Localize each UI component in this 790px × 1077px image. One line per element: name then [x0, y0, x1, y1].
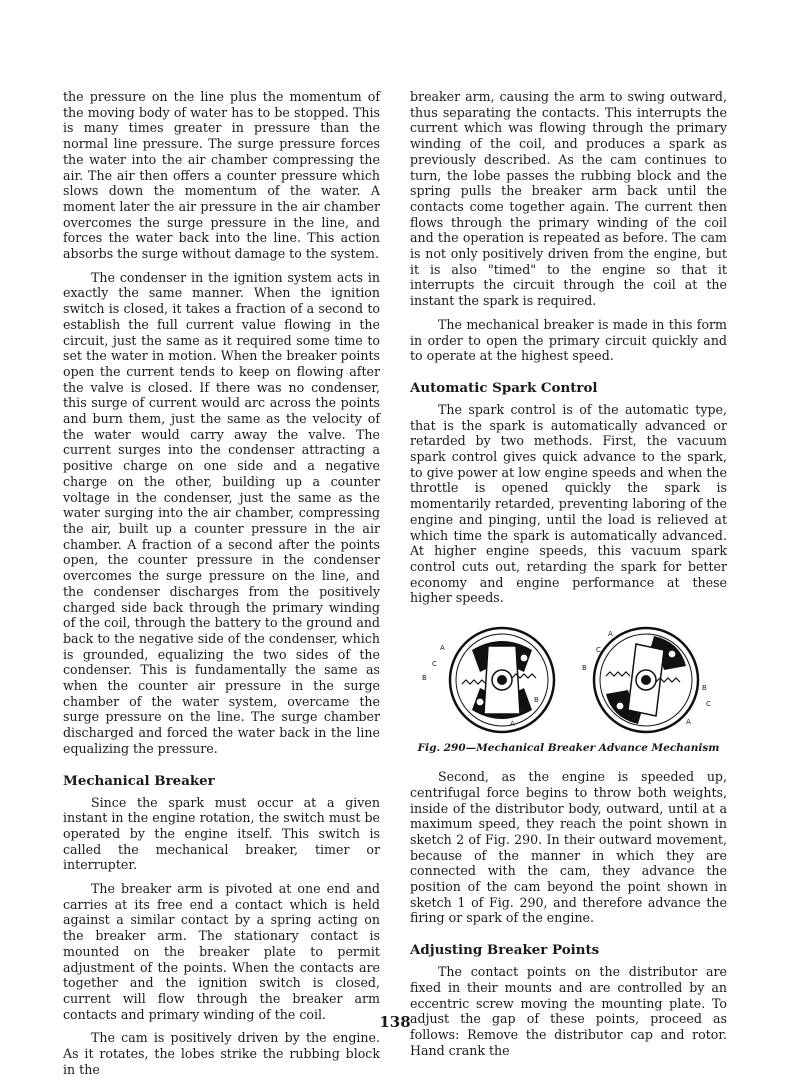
section-heading-mechanical-breaker: Mechanical Breaker [63, 772, 215, 789]
figure-label: C [706, 700, 711, 709]
paragraph: The contact points on the distributor are fixed in their mounts and are controlled by an eccentric screw moving the mounting plate. To adjust the gap of these points, proceed as follows: Remove the distributor cap and rotor. Hand crank the [410, 964, 727, 1058]
paragraph: The spark control is of the automatic type, that is the spark is automatically advanced or retarded by two methods. First, the vacuum spark control gives quick advance to the spark, to give power at low engine speeds and when the throttle is opened quickly the spark is momentarily retarded, preventing laboring of the engine and pinging, until the load is relieved at which time the spark is automatically advanced. At higher engine speeds, this vacuum spark control cuts out, retarding the spark for better economy and engine performance at these higher speeds. [410, 401, 727, 606]
paragraph: The cam is positively driven by the engine. As it rotates, the lobes strike the rubbing block in the [63, 1030, 380, 1077]
paragraph: The breaker arm is pivoted at one end and carries at its free end a contact which is held against a similar contact by a spring acting on the breaker arm. The stationary contact is mounted on the breaker plate to permit adjustment of the points. When the contacts are together and the ignition switch is closed, current will flow through the breaker arm contacts and primary winding of the coil. [63, 881, 380, 1022]
figure-label: B [422, 674, 427, 683]
paragraph: the pressure on the line plus the momentum of the moving body of water has to be stopped. This is many times greater in pressure than the normal line pressure. The surge pressure forces the water into the air chamber compressing the air. The air then offers a counter pressure which slows down the momentum of the water. A moment later the air pressure in the air chamber overcomes the surge pressure in the line, and forces the water back into the line. This action absorbs the surge without damage to the system. [63, 89, 380, 262]
page-number: 138 [379, 1013, 411, 1031]
figure-label: B [534, 696, 539, 705]
paragraph: The mechanical breaker is made in this form in order to open the primary circuit quickly and to operate at the highest speed. [410, 316, 727, 364]
figure-breaker-advance-mechanism [410, 624, 727, 736]
sketch-1 [450, 628, 554, 732]
paragraph: The condenser in the ignition system acts in exactly the same manner. When the ignition switch is closed, it takes a fraction of a second to establish the full current value flowing in the circuit, just the same as it required some time to set the water in motion. When the breaker points open the current tends to keep on flowing after the valve is closed. If there was no condenser, this surge of current would arc across the points and burn them, just the same as the velocity of the water would carry away the valve. The current surges into the condenser attracting a positive charge on one side and a negative charge on the other, building up a counter voltage in the condenser, just the same as the water surging into the air chamber, compressing the air, built up a counter pressure in the air chamber. A fraction of a second after the points open, the counter pressure in the condenser overcomes the surge pressure on the line, and the condenser discharges from the positively charged side back through the primary winding of the coil, through the battery to the ground and back to the negative side of the condenser, which is grounded, equalizing the two sides of the condenser. This is fundamentally the same as when the counter air pressure in the surge chamber of the water system, overcame the surge pressure on the line. The surge chamber discharged and forced the water back in the line equalizing the pressure. [63, 269, 380, 756]
sketch-2 [594, 628, 698, 732]
section-heading-adjusting-breaker-points: Adjusting Breaker Points [410, 942, 600, 959]
paragraph: Since the spark must occur at a given instant in the engine rotation, the switch must be operated by the engine itself. This switch is called the mechanical breaker, timer or interrupter. [63, 794, 380, 873]
section-heading-automatic-spark-control: Automatic Spark Control [410, 379, 598, 396]
figure-caption: Fig. 290—Mechanical Breaker Advance Mechanism [417, 742, 720, 755]
figure-label: C [432, 660, 437, 669]
right-column [410, 89, 727, 1058]
figure-label: A [686, 718, 691, 727]
paragraph: Second, as the engine is speeded up, centrifugal force begins to throw both weights, inside of the distributor body, outward, until at a maximum speed, they reach the point shown in sketch 2 of Fig. 290. In their outward movement, because of the manner in which they are connected with the cam, they advance the position of the cam beyond the point shown in sketch 1 of Fig. 290, and therefore advance the firing or spark of the engine. [410, 769, 727, 926]
figure-label: A [440, 644, 445, 653]
figure-label: A [510, 720, 515, 729]
figure-label: B [582, 664, 587, 673]
left-column [63, 89, 380, 1077]
figure-label: C [596, 646, 601, 655]
breaker-mechanism-diagram [410, 624, 727, 736]
figure-label: B [702, 684, 707, 693]
figure-label: C [520, 706, 525, 715]
paragraph: breaker arm, causing the arm to swing outward, thus separating the contacts. This interrupts the current which was flowing through the primary winding of the coil, and produces a spark as previously described. As the cam continues to turn, the lobe passes the rubbing block and the spring pulls the breaker arm back until the contacts come together again. The current then flows through the primary winding of the coil and the operation is repeated as before. The cam is not only positively driven from the engine, but it is also "timed" to the engine so that it interrupts the circuit through the coil at the instant the spark is required. [410, 89, 727, 309]
figure-label: A [608, 630, 613, 639]
